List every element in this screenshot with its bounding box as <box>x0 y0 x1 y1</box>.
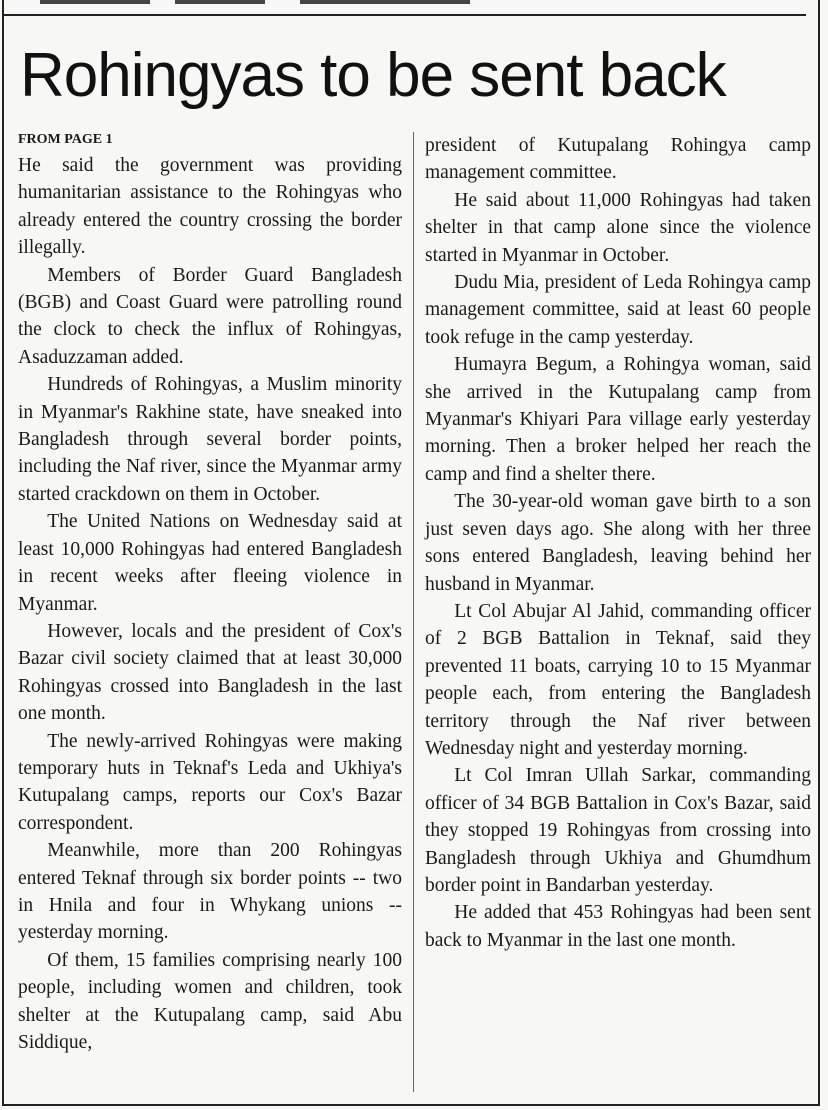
paragraph-continuation: president of Kutupalang Rohingya camp management committee. <box>425 135 811 184</box>
paragraph: Humayra Begum, a Rohingya woman, said she arrived in the Kutupalang camp from Myanmar's Khiyari Para village early yesterday morning. Then a broker helped her reach the camp and find a shelter there. <box>425 354 811 485</box>
paragraph: Dudu Mia, president of Leda Rohingya camp management committee, said at least 60 people took refuge in the camp yesterday. <box>425 272 811 348</box>
paragraph: Meanwhile, more than 200 Rohingyas entered Teknaf through six border points -- two in Hnila and four in Whykang unions -- yesterday morning. <box>18 840 402 944</box>
paragraph: He said the government was providing humanitarian assistance to the Rohingyas who already entered the country crossing the border illegally. <box>18 155 402 259</box>
kicker: FROM PAGE 1 <box>18 132 113 147</box>
right-column <box>425 132 811 954</box>
column-divider <box>413 132 414 1092</box>
paragraph: Hundreds of Rohingyas, a Muslim minority in Myanmar's Rakhine state, have sneaked into Bangladesh through several border points, including the Naf river, since the Myanmar army started crackdown on them in October. <box>18 374 402 505</box>
top-tick <box>300 0 470 4</box>
left-column <box>18 132 402 1056</box>
paragraph: The United Nations on Wednesday said at least 10,000 Rohingyas had entered Bangladesh in recent weeks after fleeing violence in Myanmar. <box>18 511 402 615</box>
paragraph: Of them, 15 families comprising nearly 100 people, including women and children, took shelter at the Kutupalang camp, said Abu Siddique, <box>18 949 402 1053</box>
top-rule <box>2 14 806 16</box>
top-tick <box>175 0 265 4</box>
top-tick <box>40 0 150 4</box>
paragraph: Members of Border Guard Bangladesh (BGB) and Coast Guard were patrolling round the clock to check the influx of Rohingyas, Asaduzzaman added. <box>18 264 402 368</box>
paragraph: The newly-arrived Rohingyas were making temporary huts in Teknaf's Leda and Ukhiya's Kutupalang camps, reports our Cox's Bazar correspondent. <box>18 730 402 834</box>
paragraph: The 30-year-old woman gave birth to a son just seven days ago. She along with her three sons entered Bangladesh, leaving behind her husband in Myanmar. <box>425 491 811 595</box>
paragraph: Lt Col Abujar Al Jahid, commanding officer of 2 BGB Battalion in Teknaf, said they prevented 11 boats, carrying 10 to 15 Myanmar people each, from entering the Bangladesh territory through the Naf river between Wednesday night and yesterday morning. <box>425 600 811 759</box>
paragraph: However, locals and the president of Cox's Bazar civil society claimed that at least 30,000 Rohingyas crossed into Bangladesh in the last one month. <box>18 620 402 725</box>
paragraph: He added that 453 Rohingyas had been sent back to Myanmar in the last one month. <box>425 902 811 951</box>
headline: Rohingyas to be sent back <box>20 41 726 110</box>
paragraph: Lt Col Imran Ullah Sarkar, commanding officer of 34 BGB Battalion in Cox's Bazar, said they stopped 19 Rohingyas from crossing into Bangladesh through Ukhiya and Ghumdhum border point in Bandarban yesterday. <box>425 765 811 896</box>
paragraph: He said about 11,000 Rohingyas had taken shelter in that camp alone since the violence started in Myanmar in October. <box>425 189 811 266</box>
